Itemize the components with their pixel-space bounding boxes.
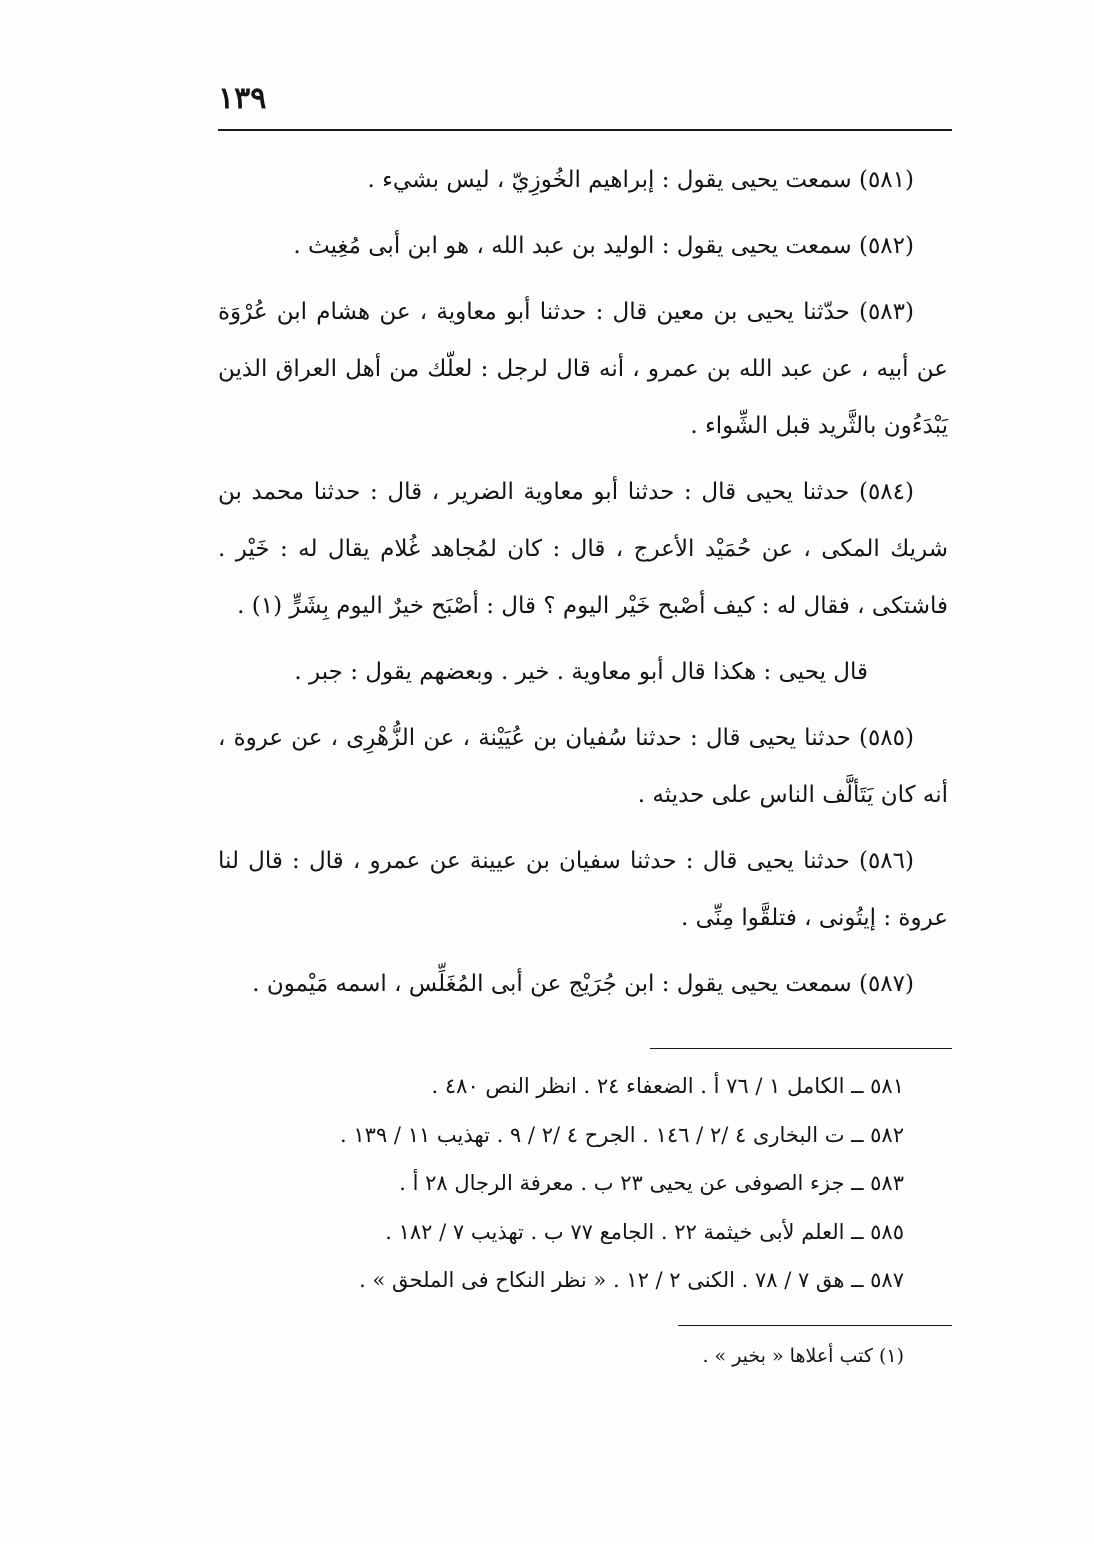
entry-582: (٥٨٢) سمعت يحيى يقول : الوليد بن عبد الله ، هو ابن أبى مُغِيث . [293, 233, 914, 259]
page-number: ١٣٩ [218, 81, 267, 116]
entry-583: (٥٨٣) حدّثنا يحيى بن معين قال : حدثنا أبو معاوية ، عن هشام ابن عُرْوَة عن أبيه ، عن عبد الله بن عمرو ، أنه قال لرجل : لعلّك من أهل العراق الذين يَبْدَءُون بالثَّريد قبل الشِّواء . [218, 299, 948, 439]
main-text [218, 152, 948, 1022]
entry-585: (٥٨٥) حدثنا يحيى قال : حدثنا سُفيان بن عُيَيْنة ، عن الزُّهْرِى ، عن عروة ، أنه كان يَتَألَّف الناس على حديثه . [218, 725, 948, 808]
source-583: ٥٨٣ ــ جزء الصوفى عن يحيى ٢٣ ب . معرفة الرجال ٢٨ أ . [399, 1171, 904, 1195]
entry-584: (٥٨٤) حدثنا يحيى قال : حدثنا أبو معاوية الضرير ، قال : حدثنا محمد بن شريك المكى ، عن حُمَيْد الأعرج ، قال : كان لمُجاهد غُلام يقال له : خَيْر . فاشتكى ، فقال له : كيف أصْبح خَيْر اليوم ؟ قال : أصْبَح خيرٌ اليوم بِشَرٍّ (١) . [218, 479, 948, 619]
source-585: ٥٨٥ ــ العلم لأبى خيثمة ٢٢ . الجامع ٧٧ ب . تهذيب ٧ / ١٨٢ . [385, 1219, 904, 1244]
sources-list [218, 1062, 904, 1305]
entry-587: (٥٨٧) سمعت يحيى يقول : ابن جُرَيْج عن أبى المُغَلِّس ، اسمه مَيْمون . [252, 971, 914, 997]
source-581: ٥٨١ ــ الكامل ١ / ٧٦ أ . الضعفاء ٢٤ . انظر النص ٤٨٠ . [431, 1074, 904, 1098]
sources-divider [650, 1048, 952, 1049]
header-divider [218, 129, 952, 131]
entry-584-comment: قال يحيى : هكذا قال أبو معاوية . خير . وبعضهم يقول : جبر . [294, 659, 868, 685]
source-582: ٥٨٢ ــ ت البخارى ٤ /٢ / ١٤٦ . الجرح ٤ /٢ / ٩ . تهذيب ١١ / ١٣٩ . [340, 1122, 904, 1147]
source-587: ٥٨٧ ــ هق ٧ / ٧٨ . الكنى ٢ / ١٢ . « نظر النكاح فى الملحق » . [359, 1268, 904, 1292]
footnote: (١) كتب أعلاها « بخير » . [702, 1345, 904, 1367]
footnote-divider [678, 1325, 952, 1326]
entry-581: (٥٨١) سمعت يحيى يقول : إبراهيم الخُوزِيّ ، ليس بشيء . [367, 167, 914, 193]
entry-586: (٥٨٦) حدثنا يحيى قال : حدثنا سفيان بن عيينة عن عمرو ، قال : قال لنا عروة : إيتُونى ، فتلقَّوا مِنِّى . [218, 848, 948, 931]
